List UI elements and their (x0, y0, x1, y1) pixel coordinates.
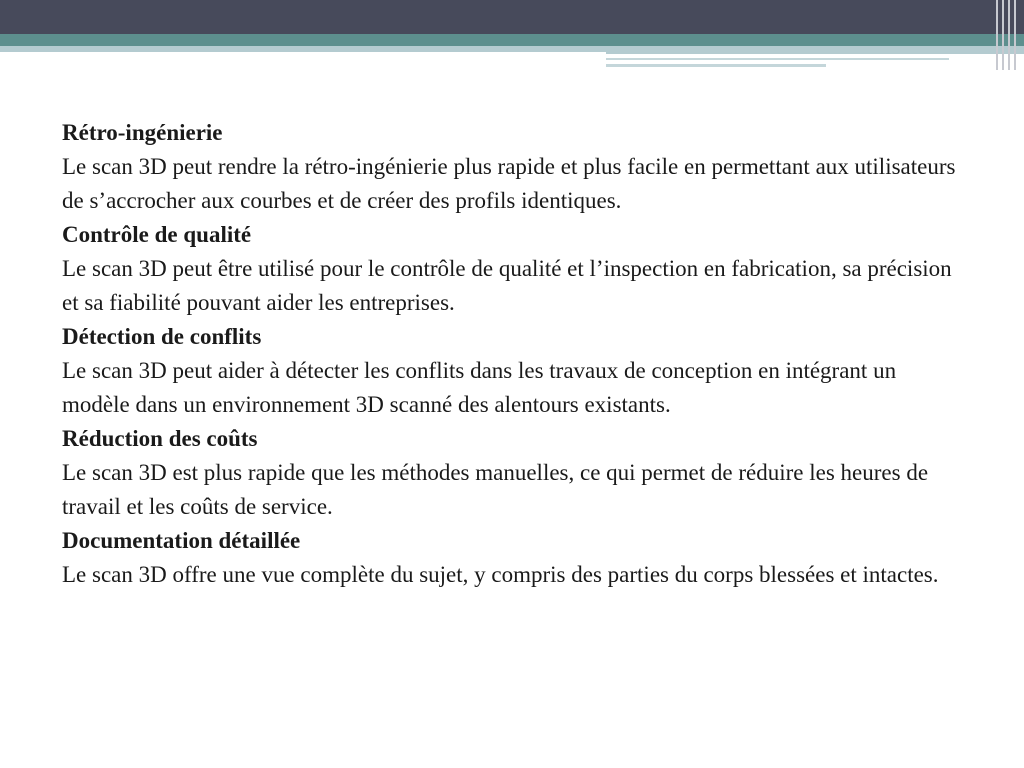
stripe (1014, 0, 1016, 70)
header-light-band (0, 46, 606, 52)
section-detection-conflits (62, 320, 962, 422)
section-heading: Détection de conflits (62, 324, 262, 349)
header-accent-line (606, 64, 826, 67)
section-body: Le scan 3D peut être utilisé pour le contrôle de qualité et l’inspection en fabrication, sa précision et sa fiabilité pouvant aider les entreprises. (62, 256, 952, 315)
slide-content (62, 116, 962, 592)
section-heading: Contrôle de qualité (62, 222, 252, 247)
stripe (1008, 0, 1010, 70)
header-light-band-right (606, 46, 1024, 54)
section-body: Le scan 3D peut rendre la rétro-ingénierie plus rapide et plus facile en permettant aux utilisateurs de s’accrocher aux courbes et de créer des profils identiques. (62, 154, 956, 213)
header-teal-band (0, 34, 1024, 46)
section-retro-ingenierie (62, 116, 962, 218)
header-dark-bar (0, 0, 1024, 34)
section-heading: Documentation détaillée (62, 528, 301, 553)
section-heading: Réduction des coûts (62, 426, 258, 451)
section-body: Le scan 3D peut aider à détecter les conflits dans les travaux de conception en intégrant un modèle dans un environnement 3D scanné des alentours existants. (62, 358, 897, 417)
section-body: Le scan 3D offre une vue complète du sujet, y compris des parties du corps blessées et intactes. (62, 562, 939, 587)
header-vertical-stripes (994, 0, 1024, 70)
section-documentation-detaillee (62, 524, 962, 592)
header-accent-line (606, 58, 949, 60)
section-body: Le scan 3D est plus rapide que les méthodes manuelles, ce qui permet de réduire les heures de travail et les coûts de service. (62, 460, 929, 519)
stripe (996, 0, 998, 70)
section-reduction-couts (62, 422, 962, 524)
section-controle-qualite (62, 218, 962, 320)
stripe (1002, 0, 1004, 70)
section-heading: Rétro-ingénierie (62, 120, 223, 145)
